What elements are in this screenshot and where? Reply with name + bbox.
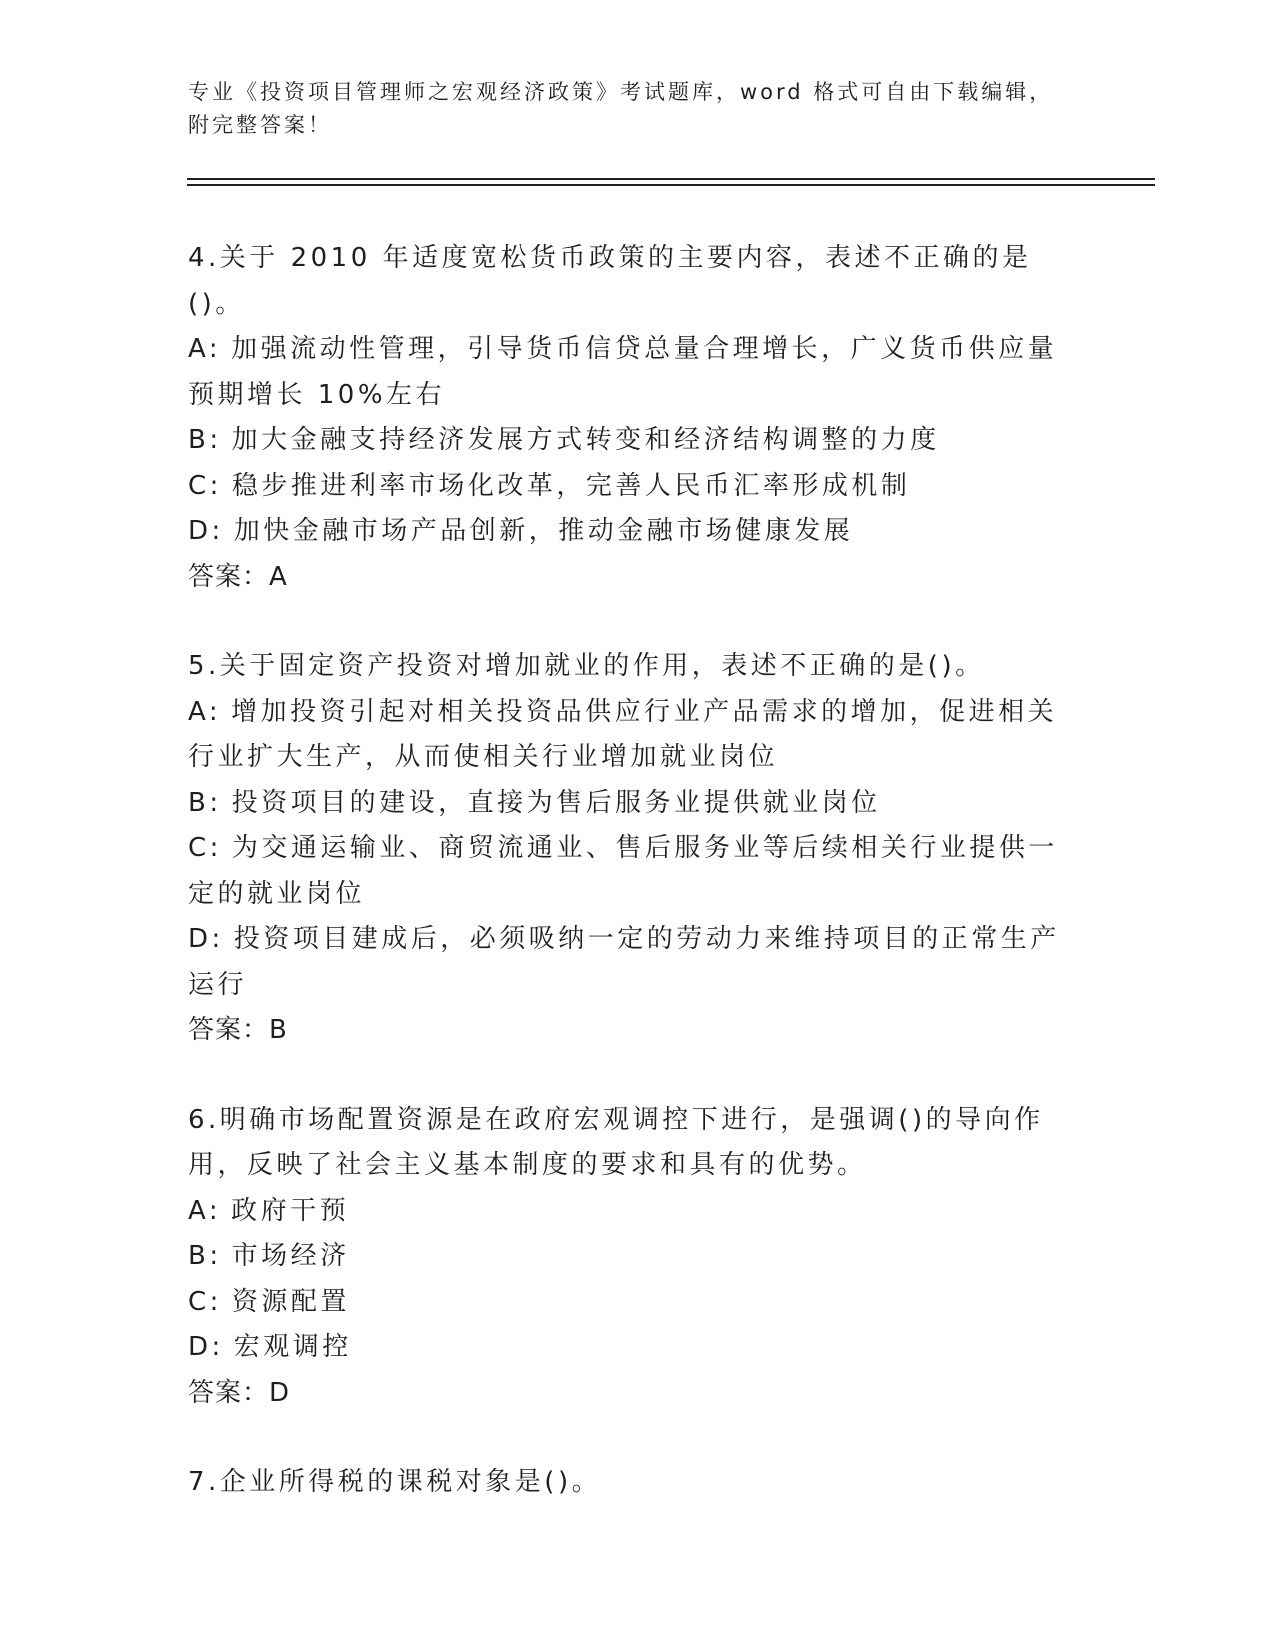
option-text: 投资项目的建设，直接为售后服务业提供就业岗位 <box>231 787 881 818</box>
question-4 <box>188 236 1078 600</box>
option-b <box>188 1234 1078 1280</box>
option-text: 为交通运输业、商贸流通业、售后服务业等后续相关行业提供一定的就业岗位 <box>188 833 1058 909</box>
option-a <box>188 690 1078 781</box>
question-7 <box>188 1460 1078 1506</box>
option-d <box>188 509 1078 555</box>
header-line-2: 附完整答案！ <box>188 113 332 137</box>
option-label: B: <box>188 1241 222 1271</box>
option-label: D: <box>188 1332 224 1362</box>
option-c <box>188 826 1078 917</box>
option-text: 资源配置 <box>231 1286 350 1317</box>
answer-line: 答案：B <box>188 1015 288 1045</box>
option-b <box>188 418 1078 464</box>
option-label: C: <box>188 1286 222 1317</box>
header-divider-top <box>187 178 1155 180</box>
option-label: A: <box>188 334 222 364</box>
answer-line: 答案：D <box>188 1377 291 1408</box>
option-label: D: <box>188 516 224 546</box>
question-stem: 4.关于 2010 年适度宽松货币政策的主要内容，表述不正确的是()。 <box>188 243 1032 319</box>
answer-line: 答案：A <box>188 561 288 592</box>
option-d <box>188 917 1078 1008</box>
option-text: 加快金融市场产品创新，推动金融市场健康发展 <box>233 516 854 546</box>
header-line-1: 专业《投资项目管理师之宏观经济政策》考试题库，word 格式可自由下载编辑， <box>188 80 1054 104</box>
question-stem: 7.企业所得税的课税对象是()。 <box>188 1467 602 1497</box>
question-stem: 5.关于固定资产投资对增加就业的作用，表述不正确的是()。 <box>188 651 985 681</box>
option-text: 政府干预 <box>231 1195 350 1226</box>
option-label: A: <box>188 696 222 727</box>
option-text: 市场经济 <box>231 1241 350 1271</box>
option-text: 宏观调控 <box>233 1332 352 1362</box>
option-label: B: <box>188 425 222 455</box>
option-text: 加大金融支持经济发展方式转变和经济结构调整的力度 <box>231 425 940 455</box>
option-d <box>188 1325 1078 1371</box>
option-a <box>188 1189 1078 1235</box>
option-label: D: <box>188 924 224 954</box>
option-label: B: <box>188 787 222 818</box>
question-list <box>188 236 1078 1550</box>
question-stem: 6.明确市场配置资源是在政府宏观调控下进行，是强调()的导向作用，反映了社会主义基本制度的要求和具有的优势。 <box>188 1104 1044 1180</box>
question-5 <box>188 644 1078 1054</box>
option-c <box>188 464 1078 510</box>
option-a <box>188 327 1078 418</box>
question-6 <box>188 1098 1078 1417</box>
option-label: C: <box>188 470 222 501</box>
option-text: 稳步推进利率市场化改革，完善人民币汇率形成机制 <box>231 470 911 501</box>
option-text: 投资项目建成后，必须吸纳一定的劳动力来维持项目的正常生产运行 <box>188 924 1060 1000</box>
option-c <box>188 1280 1078 1326</box>
option-text: 加强流动性管理，引导货币信贷总量合理增长，广义货币供应量预期增长 10%左右 <box>188 334 1058 410</box>
option-b <box>188 781 1078 827</box>
header-divider-bottom <box>187 184 1155 186</box>
option-label: A: <box>188 1195 222 1226</box>
option-label: C: <box>188 833 222 863</box>
document-header <box>188 76 1068 142</box>
option-text: 增加投资引起对相关投资品供应行业产品需求的增加，促进相关行业扩大生产，从而使相关行业增加就业岗位 <box>188 696 1058 772</box>
